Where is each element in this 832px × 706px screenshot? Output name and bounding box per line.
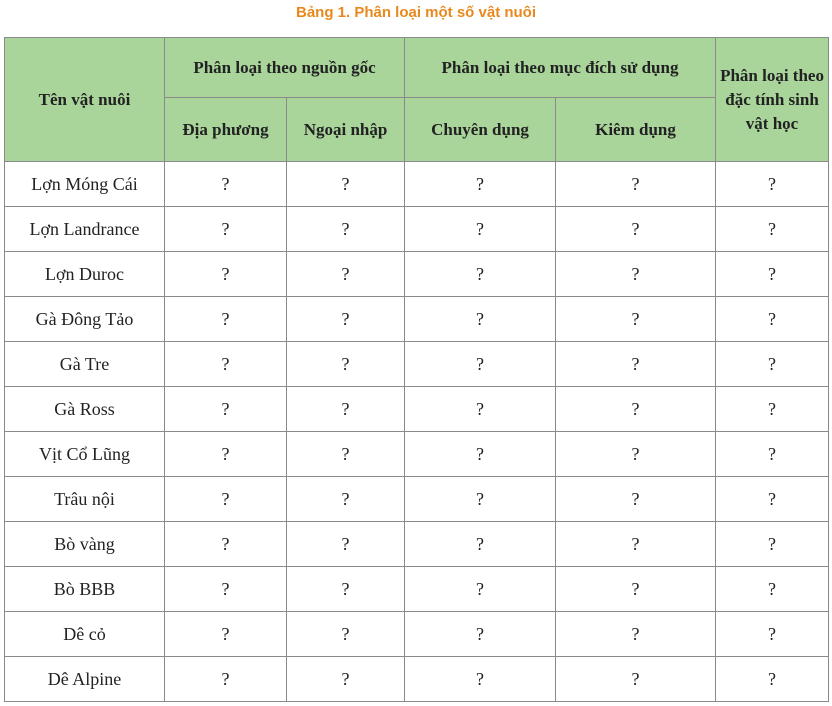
answer-cell: ? [405,297,556,342]
answer-cell: ? [165,477,287,522]
header-dual-purpose: Kiêm dụng [556,98,716,162]
answer-cell: ? [556,612,716,657]
header-specialized: Chuyên dụng [405,98,556,162]
answer-cell: ? [556,207,716,252]
answer-cell: ? [165,162,287,207]
answer-cell: ? [405,567,556,612]
table-row [5,207,829,252]
answer-cell: ? [165,657,287,702]
animal-name-cell: Dê cỏ [5,612,165,657]
table-row [5,567,829,612]
answer-cell: ? [405,612,556,657]
table-caption: Bảng 1. Phân loại một số vật nuôi [295,4,537,21]
table-row [5,657,829,702]
answer-cell: ? [165,567,287,612]
answer-cell: ? [556,432,716,477]
animal-name-cell: Lợn Landrance [5,207,165,252]
answer-cell: ? [716,567,829,612]
header-origin-group: Phân loại theo nguồn gốc [165,38,405,98]
table-row [5,342,829,387]
answer-cell: ? [405,657,556,702]
answer-cell: ? [556,252,716,297]
answer-cell: ? [287,657,405,702]
animal-name-cell: Vịt Cổ Lũng [5,432,165,477]
answer-cell: ? [287,297,405,342]
table-row [5,477,829,522]
table-row [5,297,829,342]
animal-name-cell: Lợn Móng Cái [5,162,165,207]
table-row [5,432,829,477]
answer-cell: ? [556,567,716,612]
answer-cell: ? [716,387,829,432]
answer-cell: ? [716,252,829,297]
answer-cell: ? [165,522,287,567]
answer-cell: ? [556,657,716,702]
answer-cell: ? [405,207,556,252]
answer-cell: ? [165,207,287,252]
table-row [5,522,829,567]
answer-cell: ? [287,432,405,477]
answer-cell: ? [716,477,829,522]
answer-cell: ? [405,162,556,207]
answer-cell: ? [405,432,556,477]
answer-cell: ? [165,297,287,342]
answer-cell: ? [716,612,829,657]
answer-cell: ? [405,387,556,432]
answer-cell: ? [287,252,405,297]
answer-cell: ? [165,342,287,387]
header-animal-name: Tên vật nuôi [5,38,165,162]
answer-cell: ? [405,522,556,567]
animal-name-cell: Dê Alpine [5,657,165,702]
answer-cell: ? [287,342,405,387]
animal-name-cell: Bò BBB [5,567,165,612]
answer-cell: ? [716,297,829,342]
animal-name-cell: Bò vàng [5,522,165,567]
header-imported: Ngoại nhập [287,98,405,162]
answer-cell: ? [287,162,405,207]
answer-cell: ? [287,387,405,432]
answer-cell: ? [556,162,716,207]
answer-cell: ? [165,387,287,432]
header-purpose-group: Phân loại theo mục đích sử dụng [405,38,716,98]
animal-name-cell: Gà Ross [5,387,165,432]
answer-cell: ? [556,297,716,342]
animal-name-cell: Gà Đông Tảo [5,297,165,342]
header-biological-traits: Phân loại theo đặc tính sinh vật học [716,38,829,162]
answer-cell: ? [556,477,716,522]
answer-cell: ? [556,387,716,432]
table-row [5,162,829,207]
answer-cell: ? [716,522,829,567]
table-row [5,612,829,657]
table-row [5,387,829,432]
answer-cell: ? [165,612,287,657]
answer-cell: ? [287,612,405,657]
answer-cell: ? [716,162,829,207]
answer-cell: ? [405,342,556,387]
answer-cell: ? [287,567,405,612]
answer-cell: ? [716,342,829,387]
animal-name-cell: Gà Tre [5,342,165,387]
answer-cell: ? [287,522,405,567]
livestock-classification-table [4,37,829,702]
answer-cell: ? [165,252,287,297]
answer-cell: ? [287,477,405,522]
answer-cell: ? [716,207,829,252]
answer-cell: ? [556,342,716,387]
answer-cell: ? [165,432,287,477]
table-row [5,252,829,297]
answer-cell: ? [405,252,556,297]
answer-cell: ? [716,432,829,477]
answer-cell: ? [405,477,556,522]
answer-cell: ? [716,657,829,702]
animal-name-cell: Lợn Duroc [5,252,165,297]
animal-name-cell: Trâu nội [5,477,165,522]
answer-cell: ? [556,522,716,567]
header-local: Địa phương [165,98,287,162]
answer-cell: ? [287,207,405,252]
